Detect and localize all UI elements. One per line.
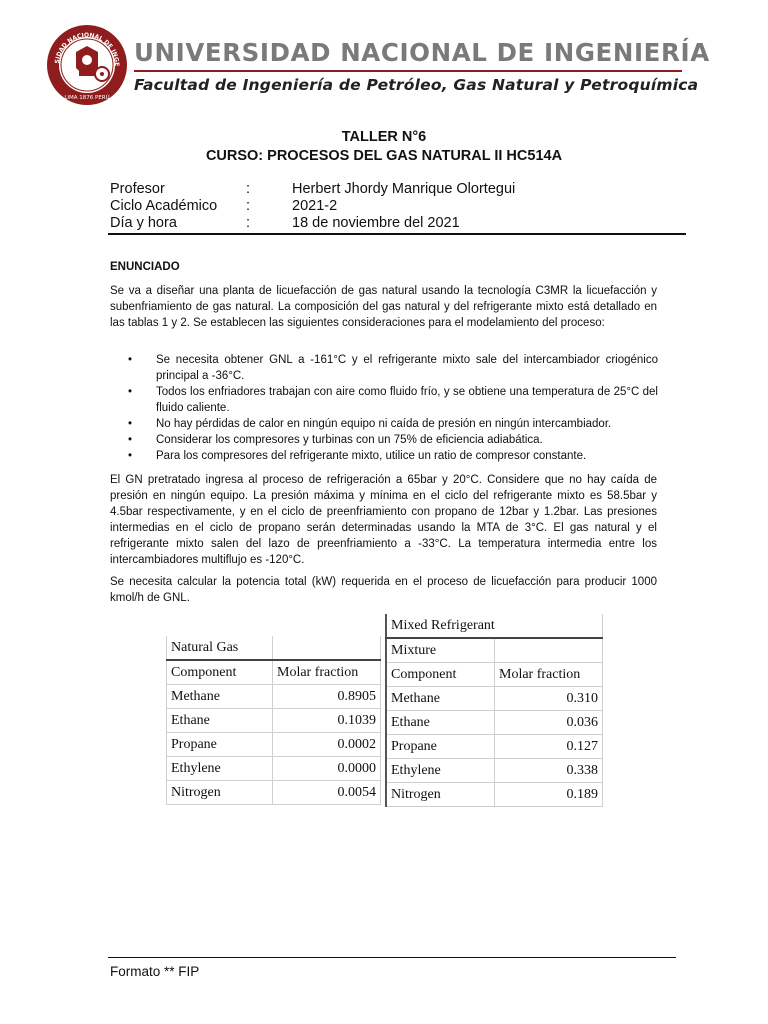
table-row [167, 709, 381, 733]
list-item-text: Todos los enfriadores trabajan con aire como fluido frío, y se obtiene una temperatura de 25°C del fluido caliente. [156, 386, 658, 414]
table-row [386, 783, 603, 807]
table-cell-component: Methane [386, 687, 495, 711]
table-title: Natural Gas [167, 636, 273, 660]
bullet-icon: • [128, 354, 133, 366]
considerations-list [128, 352, 658, 464]
info-value-dia: 18 de noviembre del 2021 [292, 215, 460, 231]
table-row [167, 733, 381, 757]
calc-paragraph: Se necesita calcular la potencia total (kW) requerida en el proceso de licuefacción para producir 1000 kmol/h de GNL. [110, 576, 657, 604]
list-item [128, 432, 658, 448]
table-header-molar-fraction: Molar fraction [495, 663, 603, 687]
list-item-text: No hay pérdidas de calor en ningún equipo ni caída de presión en ningún intercambiador. [156, 418, 612, 430]
header-rule [134, 70, 682, 72]
table-cell-component: Ethane [386, 711, 495, 735]
table-cell-value: 0.0054 [273, 781, 381, 805]
table-cell-empty [495, 638, 603, 663]
section-heading: ENUNCIADO [110, 261, 180, 273]
course-title: CURSO: PROCESOS DEL GAS NATURAL II HC514A [205, 148, 563, 164]
table-cell-value: 0.8905 [273, 685, 381, 709]
list-item-text: Se necesita obtener GNL a -161°C y el refrigerante mixto sale del intercambiador criogénico principal a -36°C. [156, 354, 658, 382]
bullet-icon: • [128, 386, 133, 398]
table-cell-value: 0.127 [495, 735, 603, 759]
table-cell-value: 0.0002 [273, 733, 381, 757]
university-logo [46, 24, 128, 106]
table-row [386, 687, 603, 711]
info-label-ciclo: Ciclo Académico [110, 198, 218, 214]
table-cell-value: 0.036 [495, 711, 603, 735]
list-item [128, 416, 658, 432]
table-row [167, 781, 381, 805]
table-row [386, 735, 603, 759]
info-colon: : [246, 215, 251, 231]
table-cell-value: 0.0000 [273, 757, 381, 781]
faculty-name: Facultad de Ingeniería de Petróleo, Gas Natural y Petroquímica [134, 76, 699, 94]
university-name: UNIVERSIDAD NACIONAL DE INGENIERÍA [134, 38, 710, 67]
table-cell-value: 0.310 [495, 687, 603, 711]
info-rule [108, 233, 686, 235]
table-header-molar-fraction: Molar fraction [273, 660, 381, 685]
taller-title: TALLER N°6 [341, 129, 427, 145]
table-cell-value: 0.338 [495, 759, 603, 783]
table-cell-empty [273, 636, 381, 660]
table-cell-component: Nitrogen [167, 781, 273, 805]
table-cell-component: Propane [386, 735, 495, 759]
table-row [167, 757, 381, 781]
table-row [386, 759, 603, 783]
list-item-text: Considerar los compresores y turbinas con un 75% de eficiencia adiabática. [156, 434, 543, 446]
table-header-component: Component [386, 663, 495, 687]
bullet-icon: • [128, 418, 133, 430]
logo-year: LIMA 1876 PERÚ [64, 95, 110, 101]
table-title: Mixed Refrigerant [386, 614, 603, 638]
logo-motto: SIDAD NACIONAL DE INGE [53, 31, 121, 67]
table-cell-component: Ethylene [386, 759, 495, 783]
gn-paragraph: El GN pretratado ingresa al proceso de refrigeración a 65bar y 20°C. Considere que no hay caída de presión en ningún equipo. La presión máxima y mínima en el ciclo del refrigerante mixto es 58.5bar y 4.5bar respectivamente, y en el ciclo de preenfriamiento con propano de 12bar y 1.2bar. Las presiones intermedias en el ciclo de propano serán determinadas usando la MTA de 3°C. El gas natural y el refrigerante mixto salen del lazo de preenfriamiento a -33°C. La temperatura intermedia entre los intercambiadores multiflujo es -120°C. [110, 474, 657, 566]
table-row [167, 685, 381, 709]
table-cell-value: 0.1039 [273, 709, 381, 733]
list-item [128, 448, 658, 464]
info-label-dia: Día y hora [110, 215, 177, 231]
footer-rule [108, 957, 676, 958]
table-cell-component: Ethane [167, 709, 273, 733]
info-colon: : [246, 181, 251, 197]
mixed-refrigerant-table [385, 614, 603, 807]
natural-gas-table [166, 636, 381, 805]
table-cell-value: 0.189 [495, 783, 603, 807]
list-item [128, 384, 658, 416]
info-value-ciclo: 2021-2 [292, 198, 338, 214]
table-cell-component: Ethylene [167, 757, 273, 781]
table-header-component: Component [167, 660, 273, 685]
bullet-icon: • [128, 450, 133, 462]
info-value-profesor: Herbert Jhordy Manrique Olortegui [292, 181, 516, 197]
bullet-icon: • [128, 434, 133, 446]
table-subtitle: Mixture [386, 638, 495, 663]
intro-paragraph: Se va a diseñar una planta de licuefacción de gas natural usando la tecnología C3MR la licuefacción y subenfriamiento de gas natural. La composición del gas natural y del refrigerante mixto está detallado en las tablas 1 y 2. Se establecen las siguientes consideraciones para el modelamiento del proceso: [110, 285, 657, 329]
list-item-text: Para los compresores del refrigerante mixto, utilice un ratio de compresor constante. [156, 450, 587, 462]
table-cell-component: Propane [167, 733, 273, 757]
footer-text: Formato ** FIP [110, 964, 200, 979]
table-cell-component: Nitrogen [386, 783, 495, 807]
list-item [128, 352, 658, 384]
info-colon: : [246, 198, 251, 214]
info-label-profesor: Profesor [110, 181, 165, 197]
table-cell-component: Methane [167, 685, 273, 709]
table-row [386, 711, 603, 735]
